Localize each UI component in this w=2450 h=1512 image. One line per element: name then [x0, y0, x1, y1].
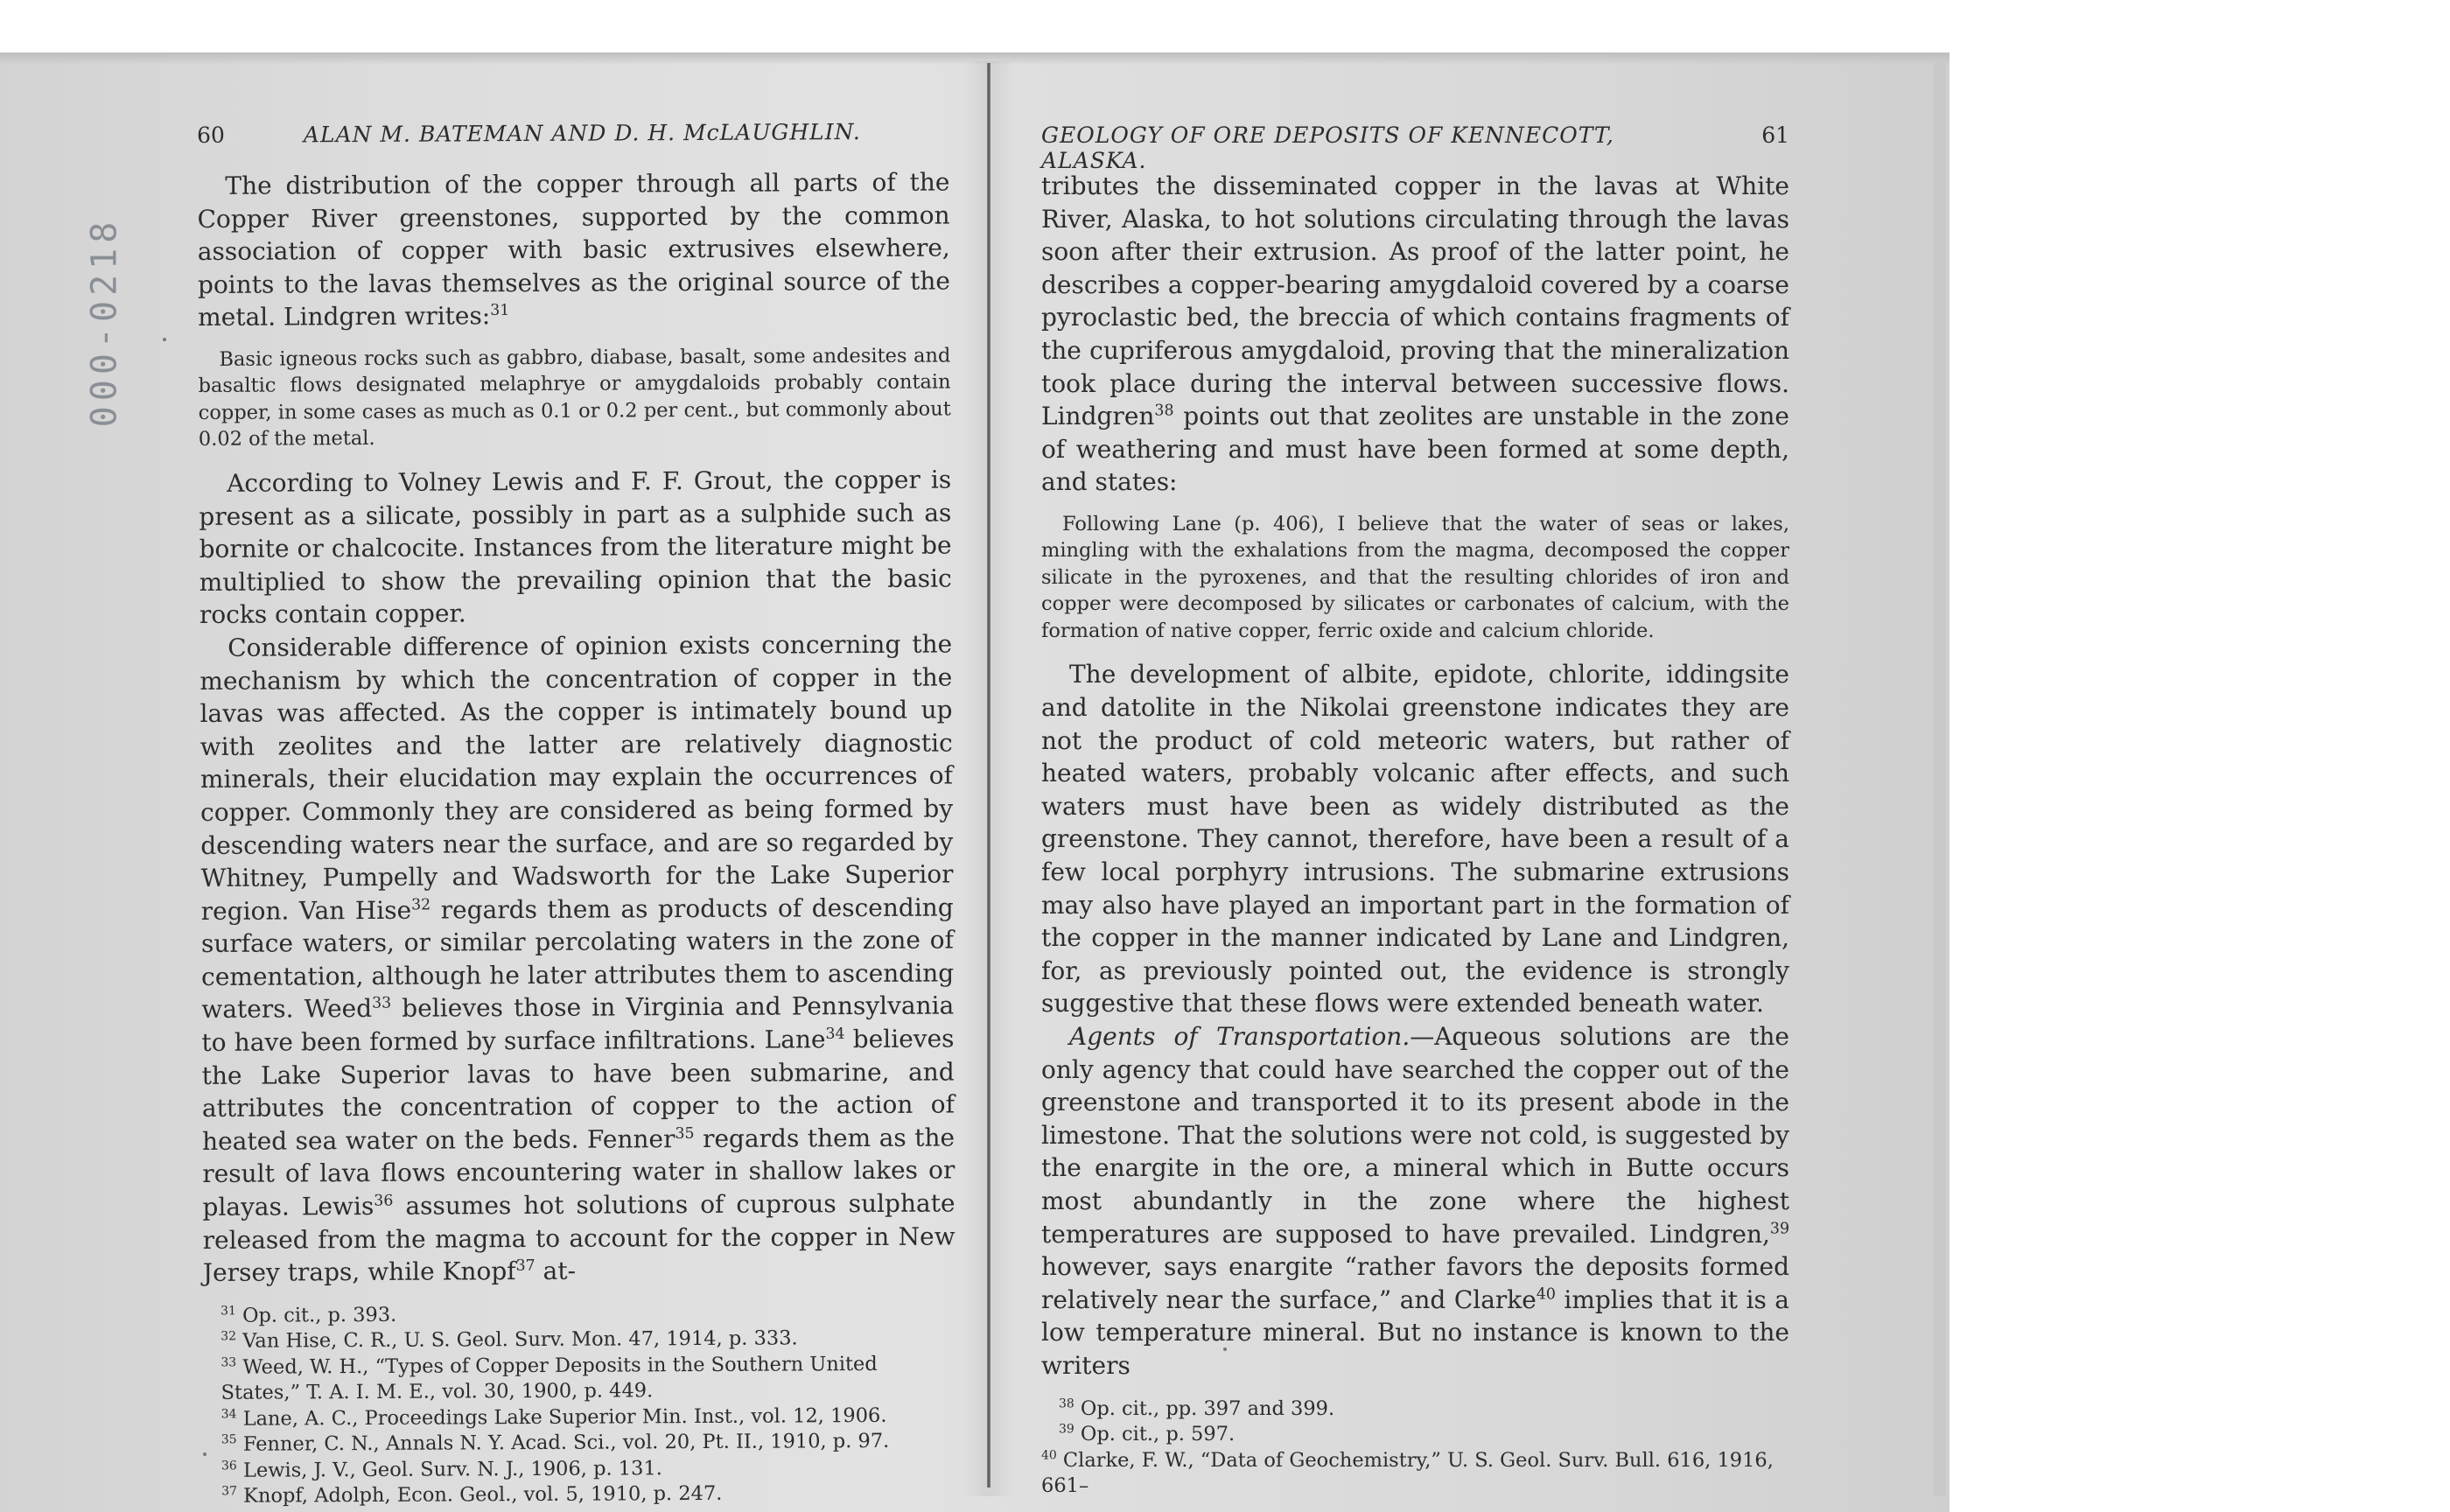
ref-32: 32	[411, 895, 431, 914]
left-paragraph-3	[200, 627, 956, 1289]
left-paragraph-3-part-f: assumes hot solutions of cuprous sulphate released from the magma to account for the copper in New Jersey traps, while Knopf	[202, 1188, 956, 1288]
footnote-text: Lewis, J. V., Geol. Surv. N. J., 1906, p. 131.	[242, 1457, 662, 1482]
footnote	[204, 1403, 956, 1432]
footnote-text: Op. cit., p. 597.	[1080, 1423, 1236, 1446]
section-heading-agents-of-transportation: Agents of Transportation.	[1069, 1021, 1410, 1051]
footnote-number: 33	[220, 1355, 237, 1370]
footnote-text: Van Hise, C. R., U. S. Geol. Surv. Mon. 47, 1914, p. 333.	[242, 1326, 798, 1354]
footnote-number: 35	[220, 1432, 237, 1447]
left-page-number: 60	[197, 122, 225, 148]
footnote	[1041, 1396, 1789, 1423]
left-running-title: ALAN M. BATEMAN AND D. H. McLAUGHLIN.	[303, 119, 861, 148]
left-paragraph-1-text: The distribution of the copper through all parts of the Copper River greenstones, supported by the common association of copper with basic extrusives elsewhere, points to the lavas themselves as the original source of the metal. Lindgren writes:	[197, 167, 951, 332]
left-block-quote: Basic igneous rocks such as gabbro, diabase, basalt, some andesites and basaltic flows designated melaphrye or amygdaloids probably contain copper, in some cases as much as 0.1 or 0.2 per cent., but commonly about 0.02 of the metal.	[198, 344, 951, 452]
footnote	[1041, 1422, 1789, 1448]
left-paragraph-3-part-g: at-	[535, 1256, 577, 1286]
left-page	[197, 118, 956, 1509]
footnote-text: Clarke, F. W., “Data of Geochemistry,” U. S. Geol. Surv. Bull. 616, 1916, 661–	[1041, 1448, 1774, 1497]
left-body	[197, 165, 956, 1289]
left-footnotes	[203, 1299, 956, 1509]
footnote	[204, 1454, 956, 1484]
page-right-edge	[1934, 61, 1946, 1496]
footnote	[204, 1480, 956, 1510]
footnote-number: 37	[221, 1484, 237, 1499]
ref-40: 40	[1536, 1285, 1556, 1304]
ref-33: 33	[372, 994, 392, 1013]
footnote-text: Op. cit., p. 393.	[242, 1303, 397, 1327]
left-paragraph-1	[197, 165, 950, 333]
right-running-title: GEOLOGY OF ORE DEPOSITS OF KENNECOTT, ALASKA.	[1041, 122, 1614, 173]
footnote-number: 34	[220, 1407, 237, 1422]
left-paragraph-3-part-a: Considerable difference of opinion exists concerning the mechanism by which the concentration of copper in the lavas was affected. As the copper is intimately bound up with zeolites and the latter are relatively diagnostic minerals, their elucidation may explain the occurrences of copper. Commonly they are considered as being formed by descending waters near the surface, and are so regarded by Whitney, Pumpelly and Wadsworth for the Lake Superior region. Van Hise	[200, 629, 954, 926]
footnote	[203, 1299, 956, 1329]
right-body	[1041, 170, 1789, 1382]
footnote-number: 40	[1041, 1448, 1057, 1462]
right-page	[1041, 122, 1789, 1500]
left-paragraph-3-part-d: believes the Lake Superior lavas to have been submarine, and attributes the concentration of copper to the action of heated sea water on the beds. Fenner	[201, 1024, 955, 1156]
footnote-text: Fenner, C. N., Annals N. Y. Acad. Sci., vol. 20, Pt. II., 1910, p. 97.	[242, 1430, 890, 1457]
footnote	[203, 1326, 956, 1355]
footnote-number: 38	[1059, 1396, 1074, 1410]
right-paragraph-2: The development of albite, epidote, chlorite, iddingsite and datolite in the Nikolai greenstone indicates they are not the product of cold meteoric waters, but rather of heated waters, probably volcanic after effects, and such waters must have been as widely distributed as the greenstone. They cannot, therefore, have been a result of a few local porphyry intrusions. The submarine extrusions may also have played an important part in the formation of the copper in the manner indicated by Lane and Lindgren, for, as previously pointed out, the evidence is strongly suggestive that these flows were extended beneath water.	[1041, 660, 1789, 1018]
right-running-head	[1041, 122, 1789, 173]
right-page-number: 61	[1761, 122, 1789, 148]
footnote-number: 32	[220, 1329, 237, 1344]
footnote-text: Knopf, Adolph, Econ. Geol., vol. 5, 1910, p. 247.	[243, 1482, 723, 1508]
footnote-text: Op. cit., pp. 397 and 399.	[1080, 1396, 1335, 1420]
right-paragraph-3-part-c: implies that it is a low temperature mineral. But no instance is known to the writers	[1041, 1284, 1789, 1380]
right-paragraph-1-part-a: tributes the disseminated copper in the lavas at White River, Alaska, to hot solutions circulating through the lavas soon after their extrusion. As proof of the latter point, he describes a copper-bearing amygdaloid covered by a coarse pyroclastic bed, the breccia of which contains fragments of the cupriferous amygdaloid, proving that the mineralization took place during the interval between successive flows. Lindgren	[1041, 172, 1789, 431]
scan-speck	[163, 338, 166, 341]
left-paragraph-3-part-c: believes those in Virginia and Pennsylvania to have been formed by surface infiltrations. Lane	[201, 990, 955, 1058]
ref-35: 35	[675, 1124, 695, 1143]
footnote-number: 39	[1059, 1422, 1074, 1437]
right-paragraph-1-part-b: points out that zeolites are unstable in the zone of weathering and must have been formed at some depth, and states:	[1041, 402, 1789, 497]
footnote-text: Weed, W. H., “Types of Copper Deposits in the Southern United States,” T. A. I. M. E., vol. 30, 1900, p. 449.	[220, 1352, 878, 1405]
left-paragraph-3-part-b: regards them as products of descending surface waters, or similar percolating waters in the zone of cementation, although he later attributes them to ascending waters. Weed	[200, 892, 955, 1025]
footnote	[203, 1351, 956, 1407]
left-paragraph-2: According to Volney Lewis and F. F. Grout, the copper is present as a silicate, possibly in part as a sulphide such as bornite or chalcocite. Instances from the literature might be multiplied to show the prevailing opinion that the basic rocks contain copper.	[199, 465, 952, 630]
archive-stamp	[80, 200, 128, 444]
footnote	[1041, 1448, 1789, 1500]
left-paragraph-3-part-e: regards them as the result of lava flows encountering water in shallow lakes or playas. Lewis	[202, 1123, 956, 1222]
scan-speck	[203, 1452, 206, 1456]
right-footnotes	[1041, 1396, 1789, 1500]
ref-31: 31	[490, 302, 510, 320]
right-block-quote: Following Lane (p. 406), I believe that the water of seas or lakes, mingling with the exhalations from the magma, decomposed the copper silicate in the pyroxenes, and that the resulting chlorides of iron and copper were decomposed by silicates or carbonates of calcium, with the formation of native copper, ferric oxide and calcium chloride.	[1041, 512, 1789, 642]
ref-34: 34	[825, 1025, 845, 1043]
ref-39: 39	[1769, 1220, 1789, 1238]
footnote-text: Lane, A. C., Proceedings Lake Superior Min. Inst., vol. 12, 1906.	[242, 1404, 887, 1431]
ref-37: 37	[515, 1256, 536, 1275]
scan-speck	[1223, 1348, 1227, 1351]
right-paragraph-1	[1041, 170, 1789, 499]
footnote-number: 31	[220, 1304, 236, 1319]
left-running-head	[197, 118, 949, 154]
ref-36: 36	[374, 1192, 394, 1210]
book-gutter	[987, 63, 990, 1488]
right-paragraph-3	[1041, 1020, 1789, 1382]
ref-38: 38	[1154, 402, 1174, 420]
footnote	[204, 1429, 956, 1459]
right-paragraph-3-part-a: —Aqueous solutions are the only agency that could have searched the copper out of the greenstone and transported it to its present abode in the limestone. That the solutions were not cold, is suggested by the enargite in the ore, a mineral which in Butte occurs most abundantly in the zone where the highest temperatures are supposed to have prevailed. Lindgren,	[1041, 1021, 1789, 1249]
archive-stamp-text: 000-0218	[84, 216, 124, 428]
footnote-number: 36	[220, 1459, 237, 1474]
right-paragraph-3-part-b: however, says enargite “rather favors the deposits formed relatively near the surface,” and Clarke	[1041, 1252, 1789, 1314]
